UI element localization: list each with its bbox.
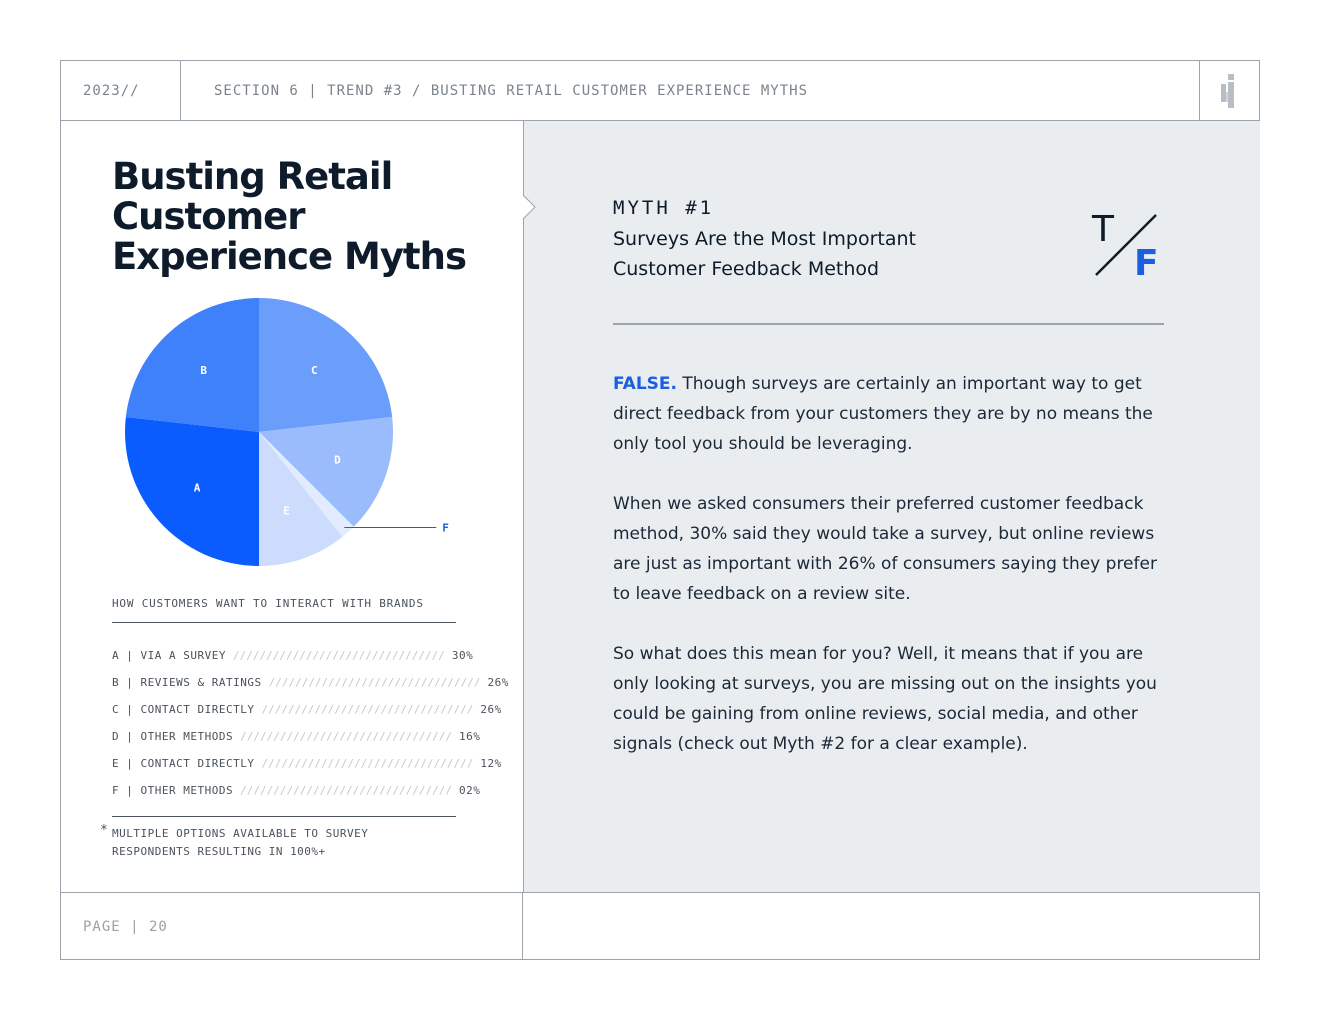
header-section-breadcrumb: SECTION 6 | TREND #3 / BUSTING RETAIL CUSTOMER EXPERIENCE MYTHS — [214, 83, 809, 99]
legend-item-b — [112, 669, 509, 696]
legend-title: HOW CUSTOMERS WANT TO INTERACT WITH BRANDS — [112, 597, 424, 610]
header-divider — [1199, 61, 1200, 120]
pie-slice-b — [126, 298, 259, 432]
legend-top-rule — [112, 622, 456, 623]
legend-leader: //////////////////////////////// — [240, 784, 453, 797]
legend-value: 26% — [480, 703, 502, 716]
left-panel — [61, 121, 522, 892]
legend-list — [112, 642, 509, 804]
panel-notch — [523, 195, 537, 219]
footnote: MULTIPLE OPTIONS AVAILABLE TO SURVEY RESPONDENTS RESULTING IN 100%+ — [112, 827, 369, 858]
legend-value: 26% — [487, 676, 509, 689]
page-frame — [60, 60, 1260, 960]
pie-label-a: A — [193, 481, 201, 495]
header-divider — [180, 61, 181, 120]
page-footer — [61, 892, 1259, 960]
legend-leader: //////////////////////////////// — [261, 703, 474, 716]
pie-slice-c — [259, 298, 392, 432]
header-year: 2023// — [83, 83, 140, 99]
page-header — [61, 61, 1259, 121]
pie-label-e: E — [283, 504, 290, 518]
footer-divider — [522, 893, 523, 960]
pie-label-b: B — [200, 364, 207, 378]
paragraph-1-text: Though surveys are certainly an important way to get direct feedback from your customers they are by no means the only tool you should be leveraging. — [613, 374, 1153, 454]
legend-value: 12% — [480, 757, 502, 770]
legend-label: C | CONTACT DIRECTLY — [112, 703, 255, 716]
brand-logo-icon — [1219, 72, 1243, 110]
legend-item-f — [112, 777, 481, 804]
legend-leader: //////////////////////////////// — [261, 757, 474, 770]
false-letter: F — [1134, 243, 1159, 284]
legend-bottom-rule — [112, 816, 456, 817]
legend-label: D | OTHER METHODS — [112, 730, 234, 743]
pie-label-f: F — [442, 521, 449, 535]
legend-value: 16% — [459, 730, 481, 743]
myth-body — [613, 369, 1168, 789]
legend-item-c — [112, 696, 502, 723]
myth-divider — [613, 323, 1164, 325]
legend-item-d — [112, 723, 481, 750]
paragraph-2: When we asked consumers their preferred customer feedback method, 30% said they would take a survey, but online reviews are just as important with 26% of consumers saying they prefer to leave feedback on a review site. — [613, 494, 1157, 604]
myth-number: MYTH #1 — [613, 197, 715, 219]
legend-leader: //////////////////////////////// — [268, 676, 481, 689]
true-letter: T — [1092, 209, 1114, 250]
pie-slice-a — [125, 417, 259, 566]
legend-value: 02% — [459, 784, 481, 797]
verdict-label: FALSE. — [613, 374, 677, 394]
legend-leader: //////////////////////////////// — [232, 649, 445, 662]
pie-chart — [124, 297, 449, 587]
pie-label-d: D — [334, 453, 341, 467]
legend-label: E | CONTACT DIRECTLY — [112, 757, 255, 770]
true-false-icon — [1090, 209, 1162, 284]
right-panel — [523, 121, 1260, 892]
legend-label: F | OTHER METHODS — [112, 784, 234, 797]
paragraph-1 — [613, 369, 1168, 459]
legend-item-a — [112, 642, 474, 669]
footnote-asterisk: * — [100, 823, 108, 838]
pie-label-c: C — [311, 364, 318, 378]
legend-item-e — [112, 750, 502, 777]
legend-value: 30% — [451, 649, 474, 662]
paragraph-3: So what does this mean for you? Well, it means that if you are only looking at surveys, you are missing out on the insights you could be gaining from online reviews, social media, and other signals (check out Myth #2 for a clear example). — [613, 644, 1157, 754]
myth-title: Surveys Are the Most Important Customer Feedback Method — [613, 228, 916, 280]
legend-leader: //////////////////////////////// — [240, 730, 453, 743]
page-number: PAGE | 20 — [83, 919, 168, 935]
legend-label: B | REVIEWS & RATINGS — [112, 676, 262, 689]
legend-label: A | VIA A SURVEY — [112, 649, 226, 662]
page-title: Busting Retail Customer Experience Myths — [112, 155, 466, 278]
